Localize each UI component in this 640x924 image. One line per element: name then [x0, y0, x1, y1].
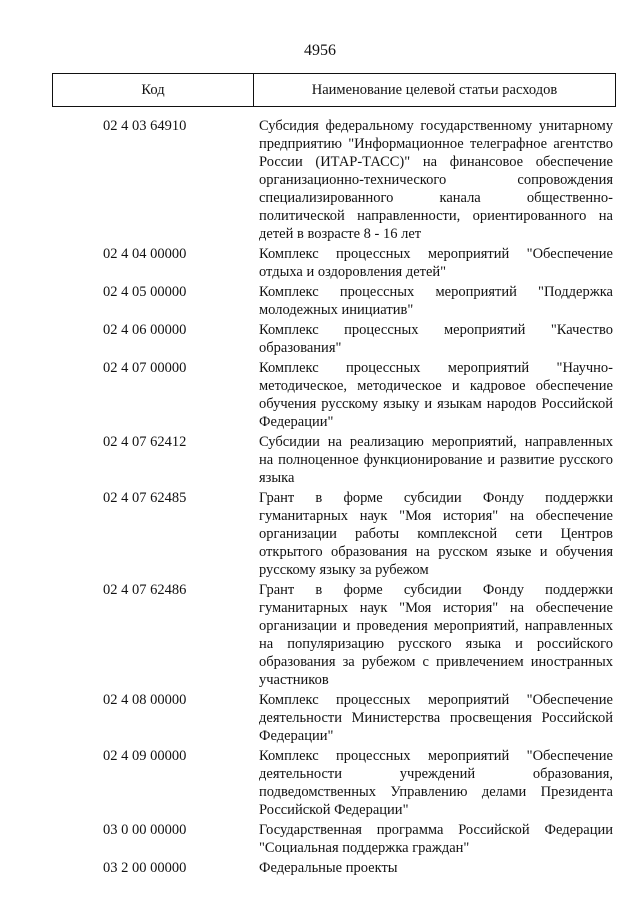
header-name: Наименование целевой статьи расходов — [311, 81, 558, 98]
table-row — [0, 691, 640, 745]
table-row — [0, 321, 640, 357]
table-row — [0, 359, 640, 431]
row-name: Государственная программа Российской Федерации "Социальная поддержка граждан" — [259, 822, 613, 856]
row-code: 02 4 07 62412 — [103, 434, 187, 450]
row-name: Комплекс процессных мероприятий "Поддержка молодежных инициатив" — [259, 284, 613, 318]
row-name: Комплекс процессных мероприятий "Обеспечение деятельности Министерства просвещения Российской Федерации" — [259, 692, 613, 744]
row-code: 03 2 00 00000 — [103, 860, 187, 876]
row-code: 02 4 08 00000 — [103, 692, 187, 708]
row-name: Комплекс процессных мероприятий "Научно-методическое, методическое и кадровое обеспечение обучения русскому языку и языкам народов Российской Федерации" — [259, 360, 613, 430]
row-name: Субсидии на реализацию мероприятий, направленных на полноценное функционирование и развитие русского языка — [259, 434, 613, 486]
row-code: 02 4 04 00000 — [103, 246, 187, 262]
page-number: 4956 — [304, 42, 336, 59]
row-code: 02 4 06 00000 — [103, 322, 187, 338]
table-row — [0, 283, 640, 319]
table-body — [0, 117, 640, 879]
table-row — [0, 433, 640, 487]
table-header — [52, 73, 616, 107]
row-code: 02 4 05 00000 — [103, 284, 187, 300]
header-code: Код — [53, 74, 254, 106]
row-code: 02 4 09 00000 — [103, 748, 187, 764]
row-code: 02 4 03 64910 — [103, 118, 187, 134]
row-name: Грант в форме субсидии Фонду поддержки гуманитарных наук "Моя история" на обеспечение организации и проведения мероприятий, направленных на популяризацию русского языка и российского образования за рубежом с привлечением иностранных участников — [259, 582, 613, 688]
table-row — [0, 581, 640, 689]
row-name: Комплекс процессных мероприятий "Качество образования" — [259, 322, 613, 356]
table-row — [0, 747, 640, 819]
row-code: 02 4 07 62485 — [103, 490, 187, 506]
row-name: Федеральные проекты — [259, 860, 398, 876]
row-code: 03 0 00 00000 — [103, 822, 187, 838]
table-row — [0, 859, 640, 877]
row-code: 02 4 07 62486 — [103, 582, 187, 598]
table-row — [0, 117, 640, 243]
row-name: Комплекс процессных мероприятий "Обеспечение отдыха и оздоровления детей" — [259, 246, 613, 280]
row-name: Субсидия федеральному государственному унитарному предприятию "Информационное телеграфное агентство России (ИТАР-ТАСС)" на финансовое обеспечение организационно-технического сопровождения специализированного канала общественно-политической направленности, ориентированного на детей в возрасте 8 - 16 лет — [259, 118, 613, 242]
table-row — [0, 821, 640, 857]
row-name: Грант в форме субсидии Фонду поддержки гуманитарных наук "Моя история" на обеспечение организации работы комплексной сети Центров открытого образования на русском языке и обучения русскому языку за рубежом — [259, 490, 613, 578]
row-name: Комплекс процессных мероприятий "Обеспечение деятельности учреждений образования, подведомственных Управлению делами Президента Российской Федерации" — [259, 748, 613, 818]
table-row — [0, 489, 640, 579]
table-row — [0, 245, 640, 281]
row-code: 02 4 07 00000 — [103, 360, 187, 376]
